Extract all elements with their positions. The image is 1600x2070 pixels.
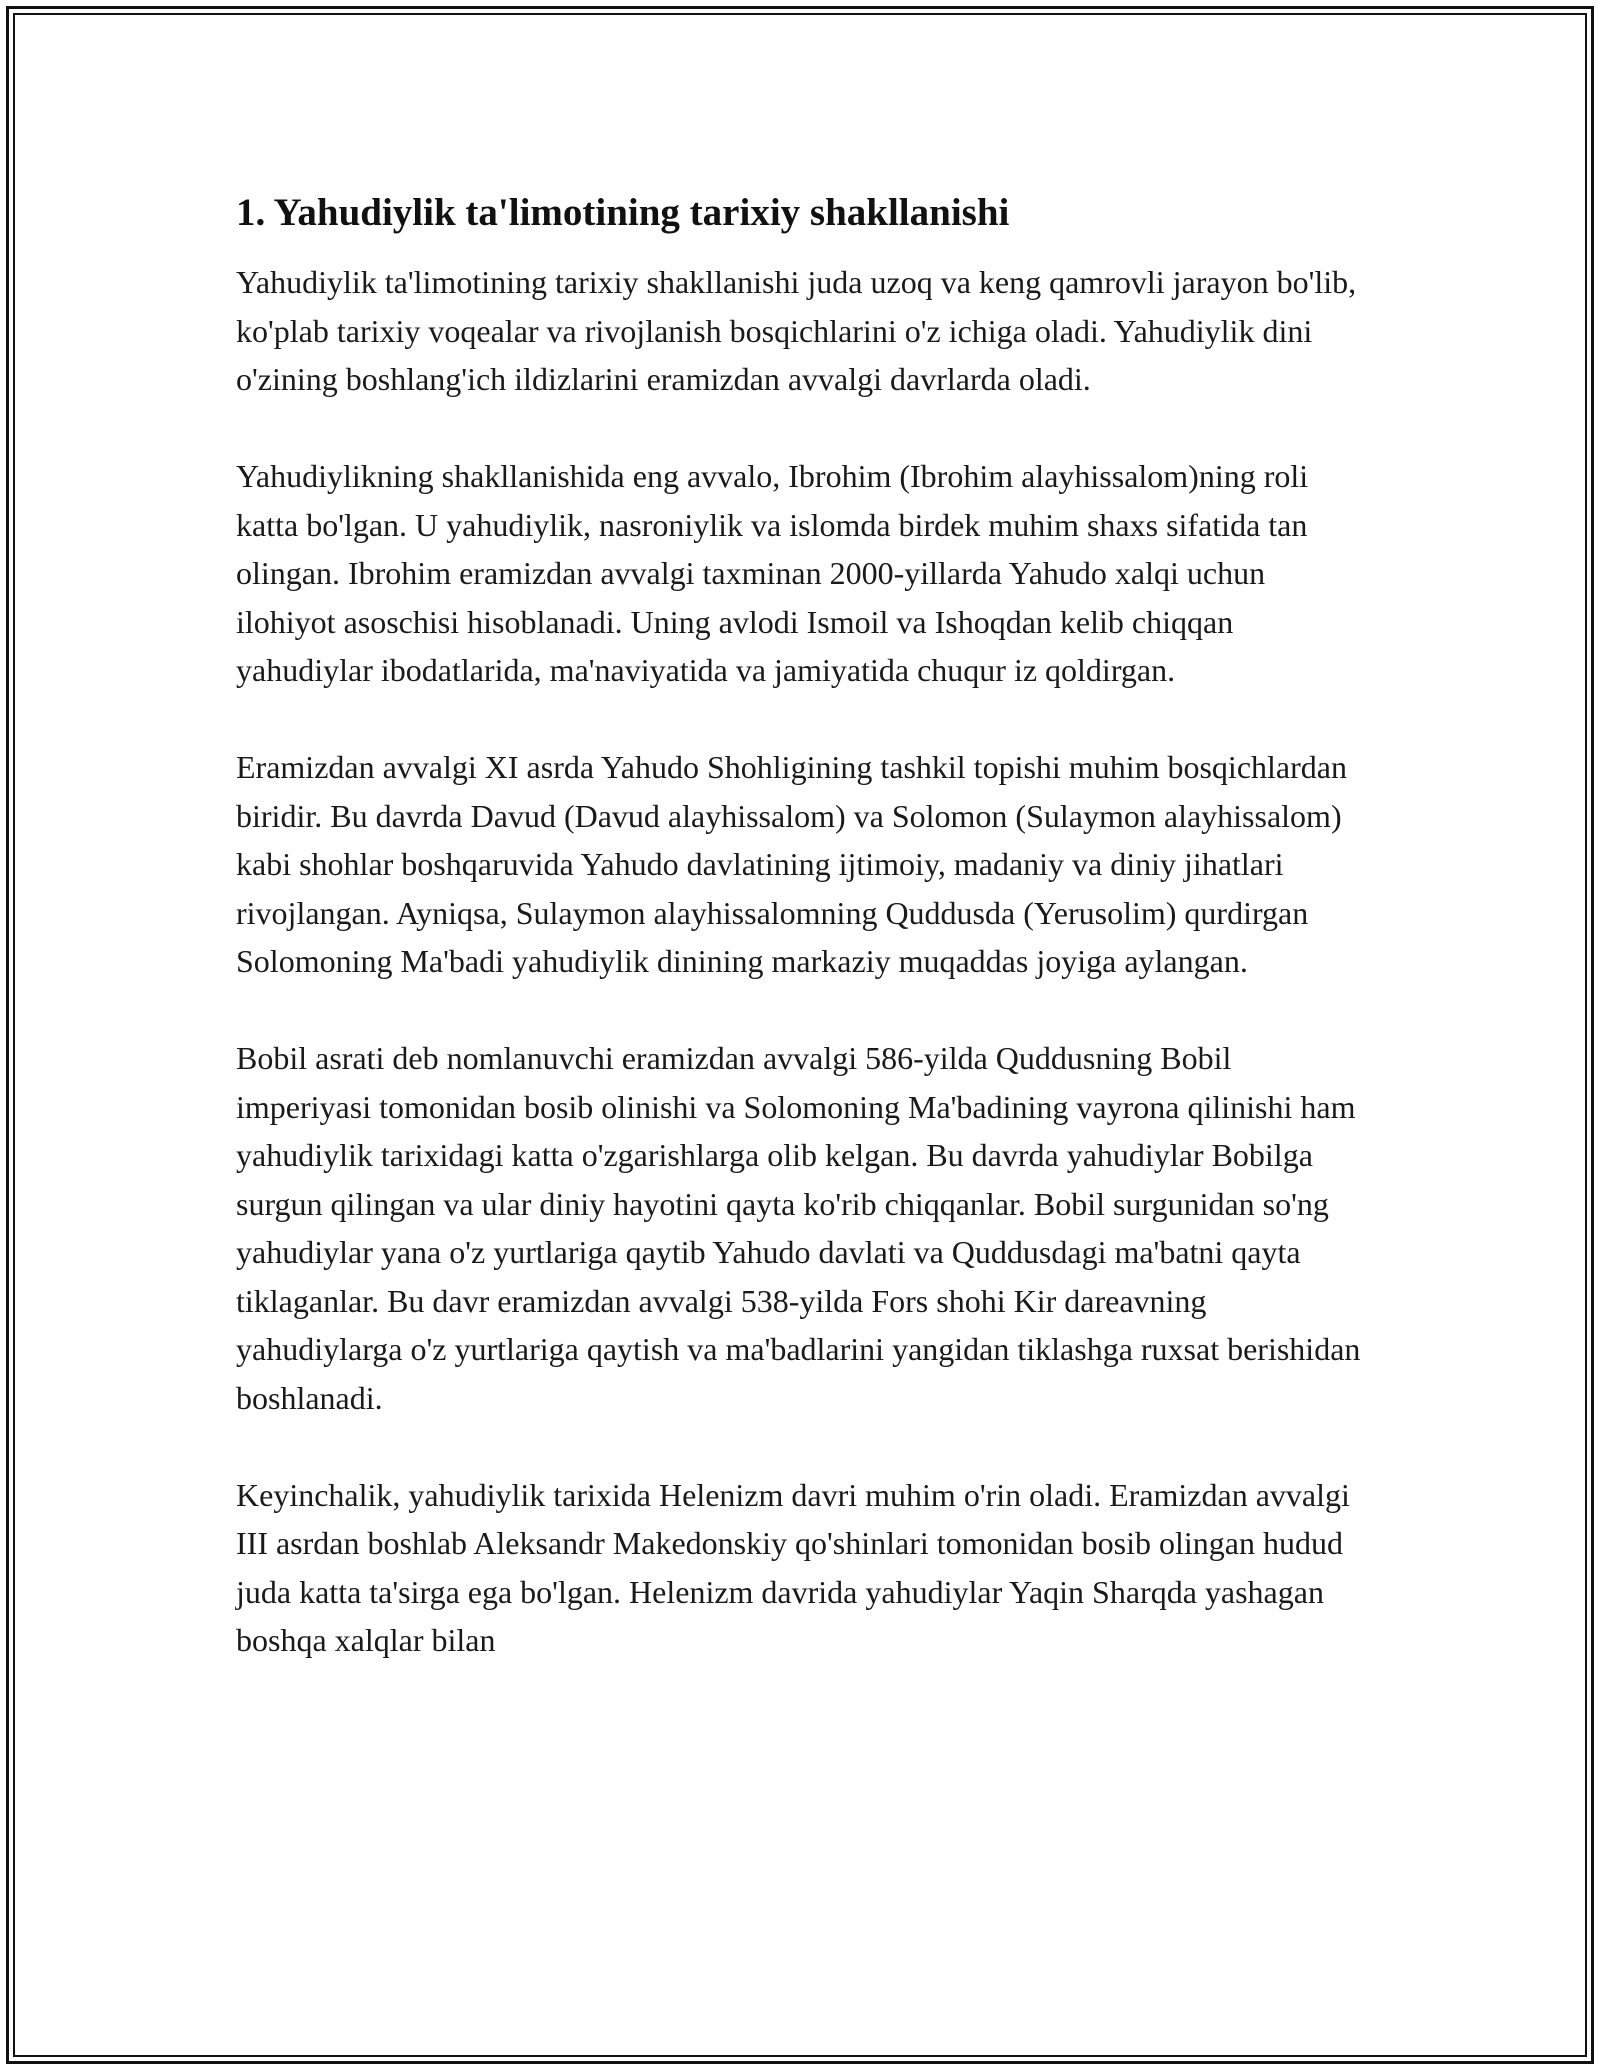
paragraph-5: Keyinchalik, yahudiylik tarixida Helenizm davri muhim o'rin oladi. Eramizdan avvalgi III asrdan boshlab Aleksandr Makedonskiy qo'shinlari tomonidan bosib olingan hudud juda katta ta'sirga ega bo'lgan. Helenizm davrida yahudiylar Yaqin Sharqda yashagan boshqa xalqlar bilan (236, 1476, 1350, 1658)
paragraph-3: Eramizdan avvalgi XI asrda Yahudo Shohligining tashkil topishi muhim bosqichlardan biridir. Bu davrda Davud (Davud alayhissalom) va Solomon (Sulaymon alayhissalom) kabi shohlar boshqaruvida Yahudo davlatining ijtimoiy, madaniy va diniy jihatlari rivojlangan. Ayniqsa, Sulaymon alayhissalomning Quddusda (Yerusolim) qurdirgan Solomoning Ma'badi yahudiylik dinining markaziy muqaddas joyiga aylangan. (236, 749, 1347, 979)
paragraph-2: Yahudiylikning shakllanishida eng avvalo, Ibrohim (Ibrohim alayhissalom)ning roli katta bo'lgan. U yahudiylik, nasroniylik va islomda birdek muhim shaxs sifatida tan olingan. Ibrohim eramizdan avvalgi taxminan 2000-yillarda Yahudo xalqi uchun ilohiyot asoschisi hisoblanadi. Uning avlodi Ismoil va Ishoqdan kelib chiqqan yahudiylar ibodatlarida, ma'naviyatida va jamiyatida chuqur iz qoldirgan. (236, 458, 1309, 688)
document-body (236, 186, 1366, 1713)
section-heading: 1. Yahudiylik ta'limotining tarixiy shakllanishi (236, 191, 1010, 234)
paragraph-4: Bobil asrati deb nomlanuvchi eramizdan avvalgi 586-yilda Quddusning Bobil imperiyasi tomonidan bosib olinishi va Solomoning Ma'badining vayrona qilinishi ham yahudiylik tarixidagi katta o'zgarishlarga olib kelgan. Bu davrda yahudiylar Bobilga surgun qilingan va ular diniy hayotini qayta ko'rib chiqqanlar. Bobil surgunidan so'ng yahudiylar yana o'z yurtlariga qaytib Yahudo davlati va Quddusdagi ma'batni qayta tiklaganlar. Bu davr eramizdan avvalgi 538-yilda Fors shohi Kir dareavning yahudiylarga o'z yurtlariga qaytish va ma'badlarini yangidan tiklashga ruxsat berishidan boshlanadi. (236, 1040, 1361, 1416)
paragraph-1: Yahudiylik ta'limotining tarixiy shakllanishi juda uzoq va keng qamrovli jarayon bo'lib, ko'plab tarixiy voqealar va rivojlanish bosqichlarini o'z ichiga oladi. Yahudiylik dini o'zining boshlang'ich ildizlarini eramizdan avvalgi davrlarda oladi. (236, 264, 1357, 397)
